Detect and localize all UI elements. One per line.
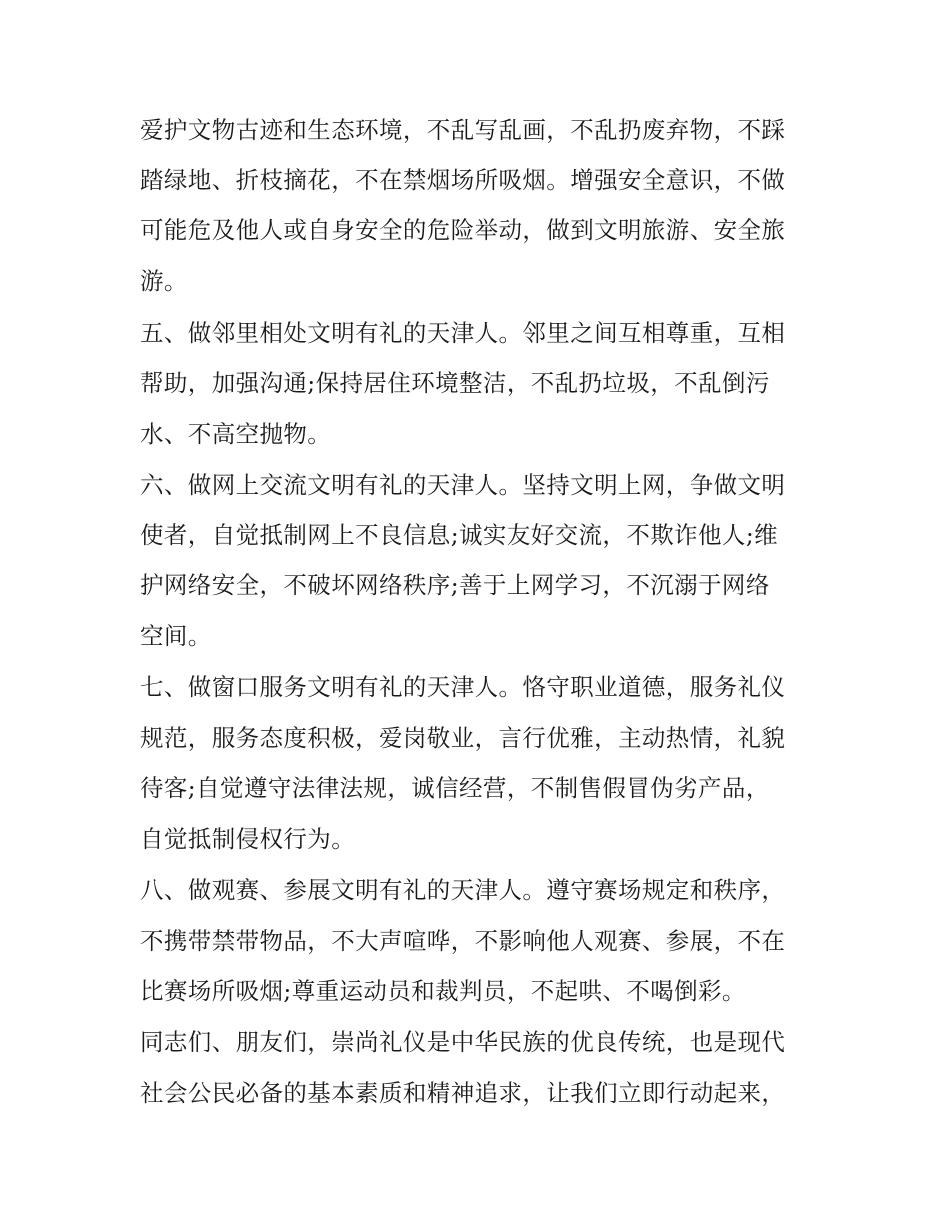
text-line: 游。 [140, 267, 188, 295]
text-line: 爱护文物古迹和生态环境，不乱写乱画，不乱扔废弃物，不踩 [140, 116, 786, 144]
text-line: 可能危及他人或自身安全的危险举动，做到文明旅游、安全旅 [140, 216, 786, 244]
text-line: 自觉抵制侵权行为。 [140, 825, 356, 853]
text-line: 七、做窗口服务文明有礼的天津人。恪守职业道德，服务礼仪 [140, 673, 786, 701]
text-line: 同志们、朋友们，崇尚礼仪是中华民族的优良传统，也是现代 [140, 1028, 786, 1056]
text-line: 八、做观赛、参展文明有礼的天津人。遵守赛场规定和秩序， [140, 876, 786, 904]
text-line: 六、做网上交流文明有礼的天津人。坚持文明上网，争做文明 [140, 471, 786, 499]
text-line: 规范，服务态度积极，爱岗敬业，言行优雅，主动热情，礼貌 [140, 724, 786, 752]
text-line: 五、做邻里相处文明有礼的天津人。邻里之间互相尊重，互相 [140, 319, 786, 347]
text-line: 不携带禁带物品，不大声喧哗，不影响他人观赛、参展，不在 [140, 927, 786, 955]
text-line: 帮助，加强沟通;保持居住环境整洁，不乱扔垃圾，不乱倒污 [140, 369, 770, 397]
text-line: 护网络安全，不破坏网络秩序;善于上网学习，不沉溺于网络 [140, 571, 770, 599]
text-line: 比赛场所吸烟;尊重运动员和裁判员，不起哄、不喝倒彩。 [140, 977, 746, 1005]
text-line: 踏绿地、折枝摘花，不在禁烟场所吸烟。增强安全意识，不做 [140, 166, 786, 194]
text-line: 空间。 [140, 622, 212, 650]
text-line: 待客;自觉遵守法律法规，诚信经营，不制售假冒伪劣产品， [140, 774, 770, 802]
text-line: 使者，自觉抵制网上不良信息;诚实友好交流，不欺诈他人;维 [140, 521, 779, 549]
text-line: 社会公民必备的基本素质和精神追求，让我们立即行动起来， [140, 1079, 786, 1107]
text-line: 水、不高空抛物。 [140, 420, 332, 448]
